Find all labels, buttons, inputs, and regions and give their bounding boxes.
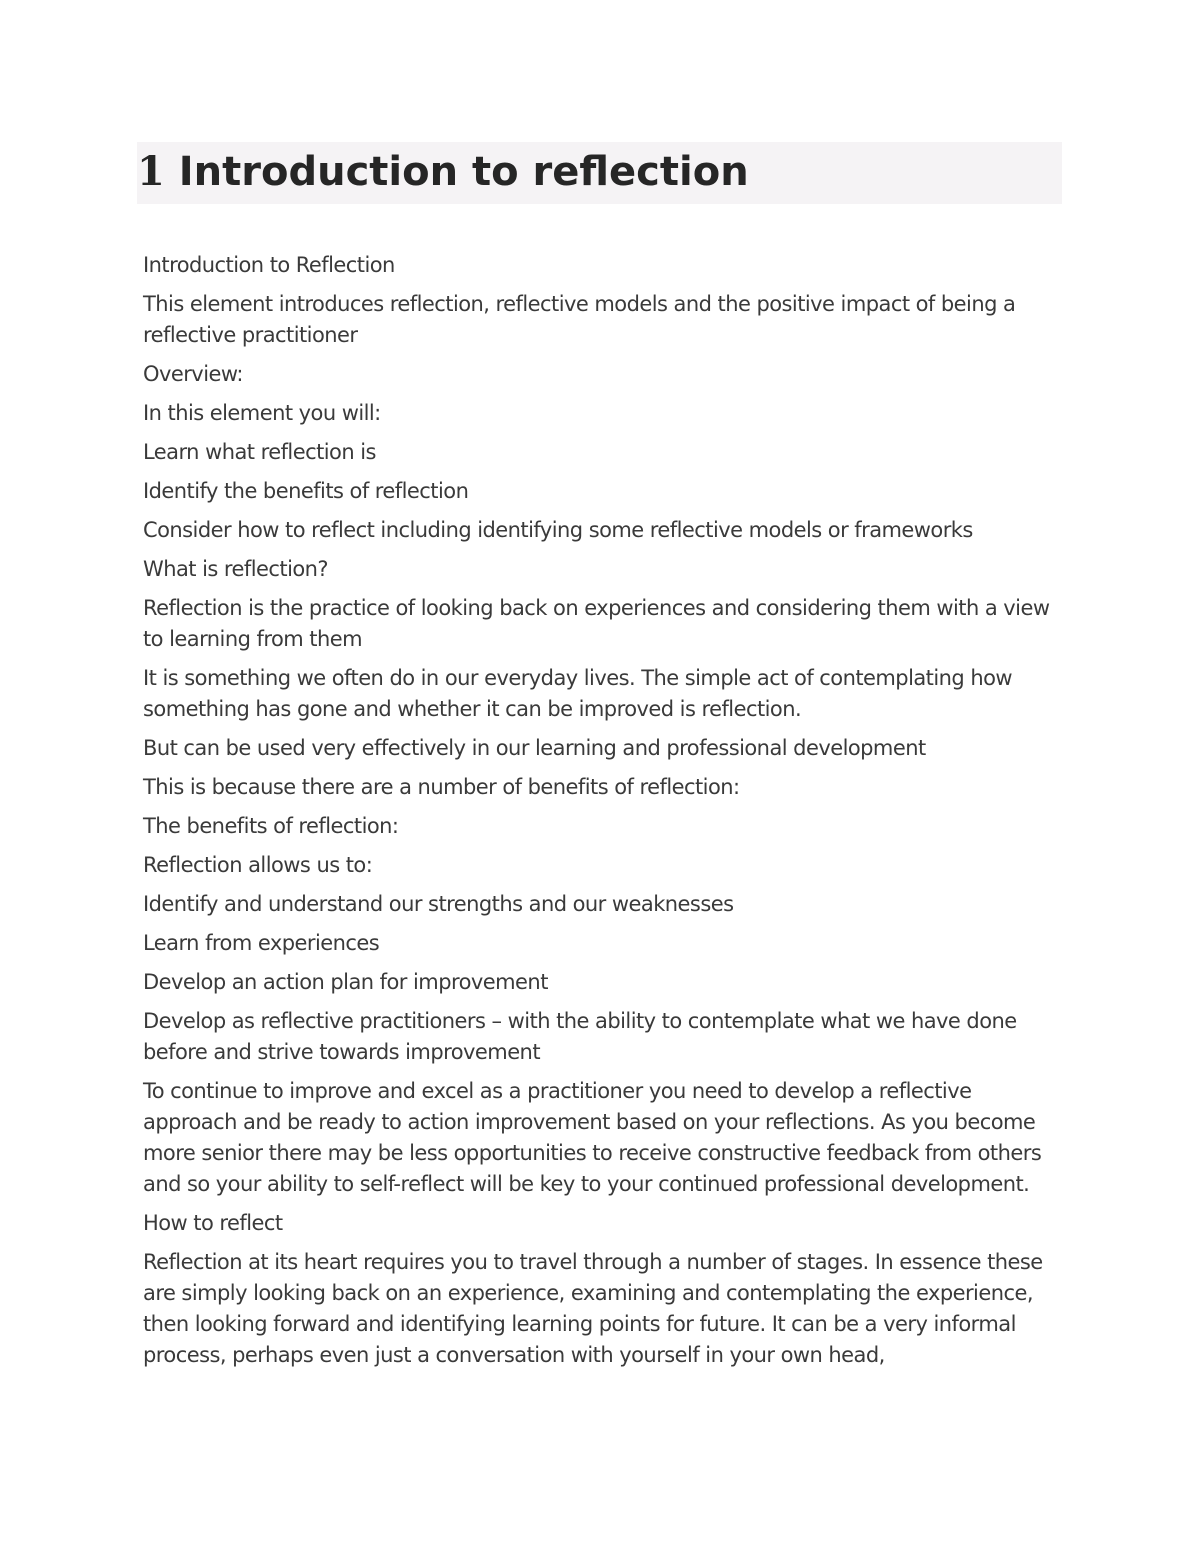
paragraph: Reflection at its heart requires you to travel through a number of stages. In essence these are simply looking back on an experience, examining and contemplating the experience, then looking forward and identifying learning points for future. It can be a very informal process, perhaps even just a conversation with yourself in your own head, (143, 1250, 1043, 1367)
document-body (143, 250, 1063, 1379)
paragraph: What is reflection? (143, 557, 329, 581)
paragraph: To continue to improve and excel as a practitioner you need to develop a reflective approach and be ready to action improvement based on your reflections. As you become more senior there may be less opportunities to receive constructive feedback from others and so your ability to self-reflect will be key to your continued professional development. (143, 1079, 1042, 1196)
paragraph: This element introduces reflection, reflective models and the positive impact of being a reflective practitioner (143, 292, 1016, 347)
paragraph: Consider how to reflect including identifying some reflective models or frameworks (143, 518, 973, 542)
paragraph: Develop an action plan for improvement (143, 970, 548, 994)
paragraph: Learn what reflection is (143, 440, 376, 464)
paragraph: Develop as reflective practitioners – with the ability to contemplate what we have done before and strive towards improvement (143, 1009, 1017, 1064)
section-title: Introduction to reflection (178, 149, 749, 195)
paragraph: In this element you will: (143, 401, 381, 425)
paragraph: Identify and understand our strengths and our weaknesses (143, 892, 734, 916)
paragraph: It is something we often do in our everyday lives. The simple act of contemplating how something has gone and whether it can be improved is reflection. (143, 666, 1013, 721)
paragraph: This is because there are a number of benefits of reflection: (143, 775, 740, 799)
paragraph: Reflection allows us to: (143, 853, 373, 877)
page-title (137, 147, 749, 197)
paragraph: The benefits of reflection: (143, 814, 399, 838)
paragraph: Reflection is the practice of looking back on experiences and considering them with a view to learning from them (143, 596, 1050, 651)
paragraph: Overview: (143, 362, 243, 386)
paragraph: Introduction to Reflection (143, 253, 395, 277)
paragraph: Identify the benefits of reflection (143, 479, 469, 503)
paragraph: Learn from experiences (143, 931, 380, 955)
paragraph: But can be used very effectively in our learning and professional development (143, 736, 926, 760)
paragraph: How to reflect (143, 1211, 283, 1235)
heading-block (137, 142, 1062, 204)
section-number: 1 (137, 148, 165, 195)
